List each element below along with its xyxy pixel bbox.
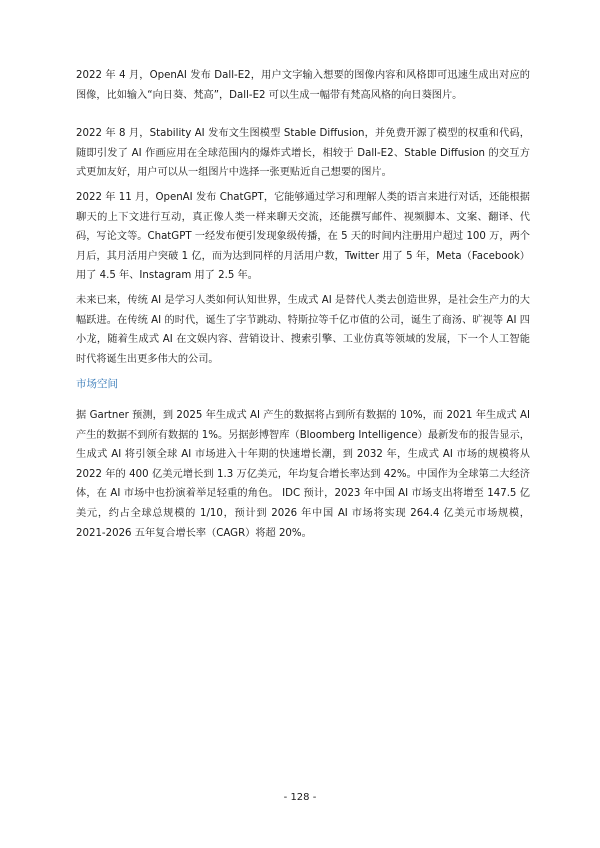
paragraph-chatgpt: 2022 年 11 月，OpenAI 发布 ChatGPT，它能够通过学习和理解人类的语言来进行对话，还能根据聊天的上下文进行互动，真正像人类一样来聊天交流，还能撰写邮件、视频脚本、文案、翻译、代码，写论文等。ChatGPT 一经发布便引发现象级传播，在 5 天的时间内注册用户超过 100 万，两个月后，其月活用户突破 1 亿，而为达到同样的月活用户数，Twitter 用了 5 年，Meta（Facebook）用了 4.5 年、Instagram 用了 2.5 年。	[76, 192, 530, 282]
paragraph-dall-e2: 2022 年 4 月，OpenAI 发布 Dall-E2，用户文字输入想要的图像内容和风格即可迅速生成出对应的图像，比如输入“向日葵、梵高”，Dall-E2 可以生成一幅带有梵高风格的向日葵图片。	[76, 70, 530, 101]
paragraph-stable-diffusion: 2022 年 8 月，Stability AI 发布文生图模型 Stable Diffusion，并免费开源了模型的权重和代码，随即引发了 AI 作画应用在全球范围内的爆炸式增长，相较于 Dall-E2、Stable Diffusion 的交互方式更加友好，用户可以从一组图片中选择一张更贴近自己想要的图片。	[76, 128, 530, 179]
paragraph-future: 未来已来，传统 AI 是学习人类如何认知世界，生成式 AI 是替代人类去创造世界，是社会生产力的大幅跃进。在传统 AI 的时代，诞生了字节跳动、特斯拉等千亿市值的公司，诞生了商汤、旷视等 AI 四小龙，随着生成式 AI 在文娱内容、营销设计、搜索引擎、工业仿真等领域的发展，下一个人工智能时代将诞生出更多伟大的公司。	[76, 295, 530, 365]
page-number: - 128 -	[283, 792, 317, 803]
section-heading-market-space: 市场空间	[76, 378, 118, 390]
paragraph-market-data: 据 Gartner 预测，到 2025 年生成式 AI 产生的数据将占到所有数据的 10%，而 2021 年生成式 AI 产生的数据不到所有数据的 1%。另据彭博智库（Bloomberg Intelligence）最新发布的报告显示，生成式 AI 将引领全球 AI 市场进入十年期的快速增长潮，到 2032 年，生成式 AI 市场的规模将从 2022 年的 400 亿美元增长到 1.3 万亿美元，年均复合增长率达到 42%。中国作为全球第二大经济体，在 AI 市场中也扮演着举足轻重的角色。 IDC 预计，2023 年中国 AI 市场支出将增至 147.5 亿美元，约占全球总规模的 1/10，预计到 2026 年中国 AI 市场将实现 264.4 亿美元市场规模，2021-2026 五年复合增长率（CAGR）将超 20%。	[76, 410, 530, 539]
